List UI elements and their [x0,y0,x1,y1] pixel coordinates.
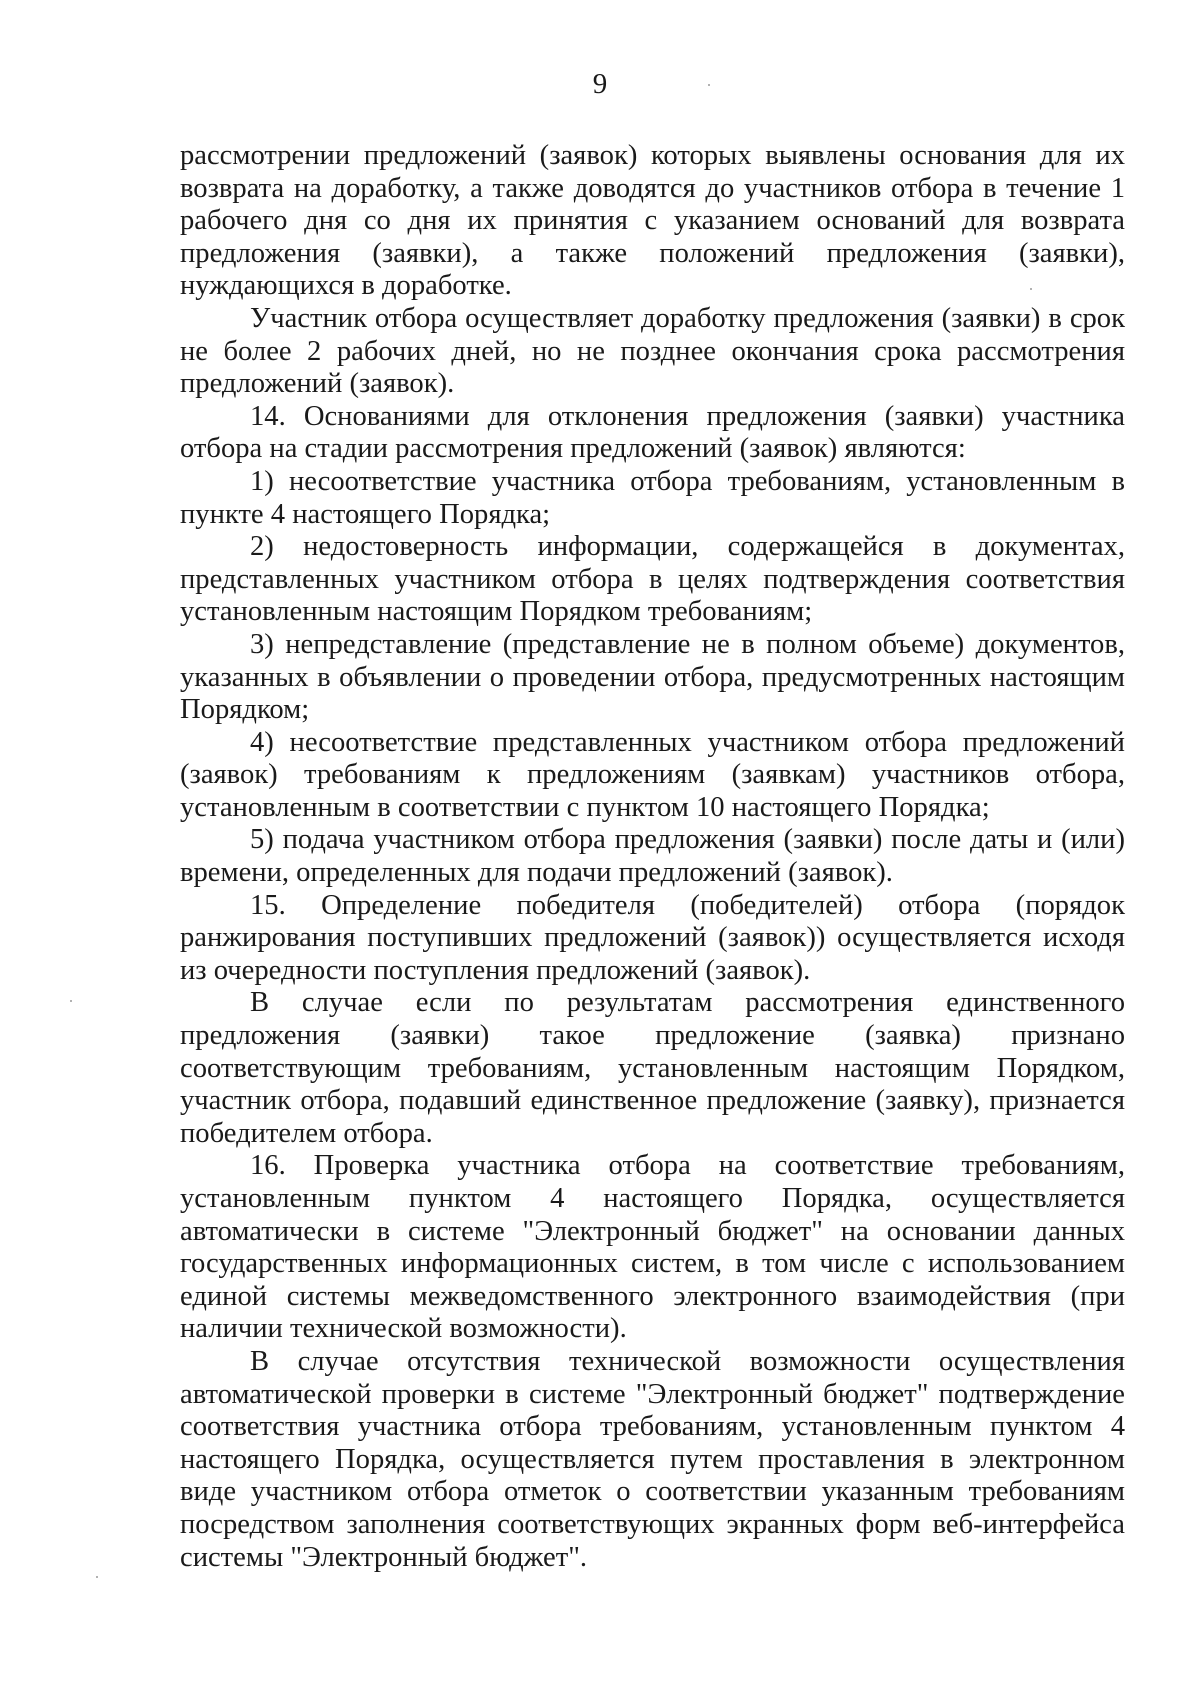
list-item: 1) несоответствие участника отбора требованиям, установленным в пункте 4 настоящего Порядка; [180,465,1125,530]
list-item: 4) несоответствие представленных участником отбора предложений (заявок) требованиям к предложениям (заявкам) участников отбора, установленным в соответствии с пунктом 10 настоящего Порядка; [180,726,1125,823]
scan-speck [70,1000,72,1002]
scan-speck [96,1576,98,1578]
paragraph: Участник отбора осуществляет доработку предложения (заявки) в срок не более 2 рабочих дней, но не позднее окончания срока рассмотрения предложений (заявок). [180,302,1125,400]
paragraph: 15. Определение победителя (победителей) отбора (порядок ранжирования поступивших предложений (заявок)) осуществляется исходя из очередности поступления предложений (заявок). [180,889,1125,986]
list-item: 5) подача участником отбора предложения (заявки) после даты и (или) времени, определенных для подачи предложений (заявок). [180,824,1125,889]
list-item: 2) недостоверность информации, содержащейся в документах, представленных участником отбора в целях подтверждения соответствия установленным настоящим Порядком требованиям; [180,531,1125,628]
scan-speck [708,84,710,86]
paragraph: 16. Проверка участника отбора на соответствие требованиям, установленным пунктом 4 настоящего Порядка, осуществляется автоматически в системе "Электронный бюджет" на основании данных государственных информационных систем, в том числе с использованием единой системы межведомственного электронного взаимодействия (при наличии технической возможности). [180,1150,1125,1345]
list-item: 3) непредставление (представление не в полном объеме) документов, указанных в объявлении о проведении отбора, предусмотренных настоящим Порядком; [180,628,1125,726]
scan-speck [1030,288,1032,290]
paragraph: 14. Основаниями для отклонения предложения (заявки) участника отбора на стадии рассмотрения предложений (заявок) являются: [180,400,1125,465]
page-number: 9 [592,68,608,100]
paragraph: рассмотрении предложений (заявок) которых выявлены основания для их возврата на доработку, а также доводятся до участников отбора в течение 1 рабочего дня со дня их принятия с указанием оснований для возврата предложения (заявки), а также положений предложения (заявки), нуждающихся в доработке. [180,140,1125,302]
paragraph: В случае если по результатам рассмотрения единственного предложения (заявки) такое предложение (заявка) признано соответствующим требованиям, установленным настоящим Порядком, участник отбора, подавший единственное предложение (заявку), признается победителем отбора. [180,987,1125,1149]
document-body [180,140,1125,1574]
paragraph: В случае отсутствия технической возможности осуществления автоматической проверки в системе "Электронный бюджет" подтверждение соответствия участника отбора требованиям, установленным пунктом 4 настоящего Порядка, осуществляется путем проставления в электронном виде участником отбора отметок о соответствии указанным требованиям посредством заполнения соответствующих экранных форм веб-интерфейса системы "Электронный бюджет". [180,1345,1125,1573]
